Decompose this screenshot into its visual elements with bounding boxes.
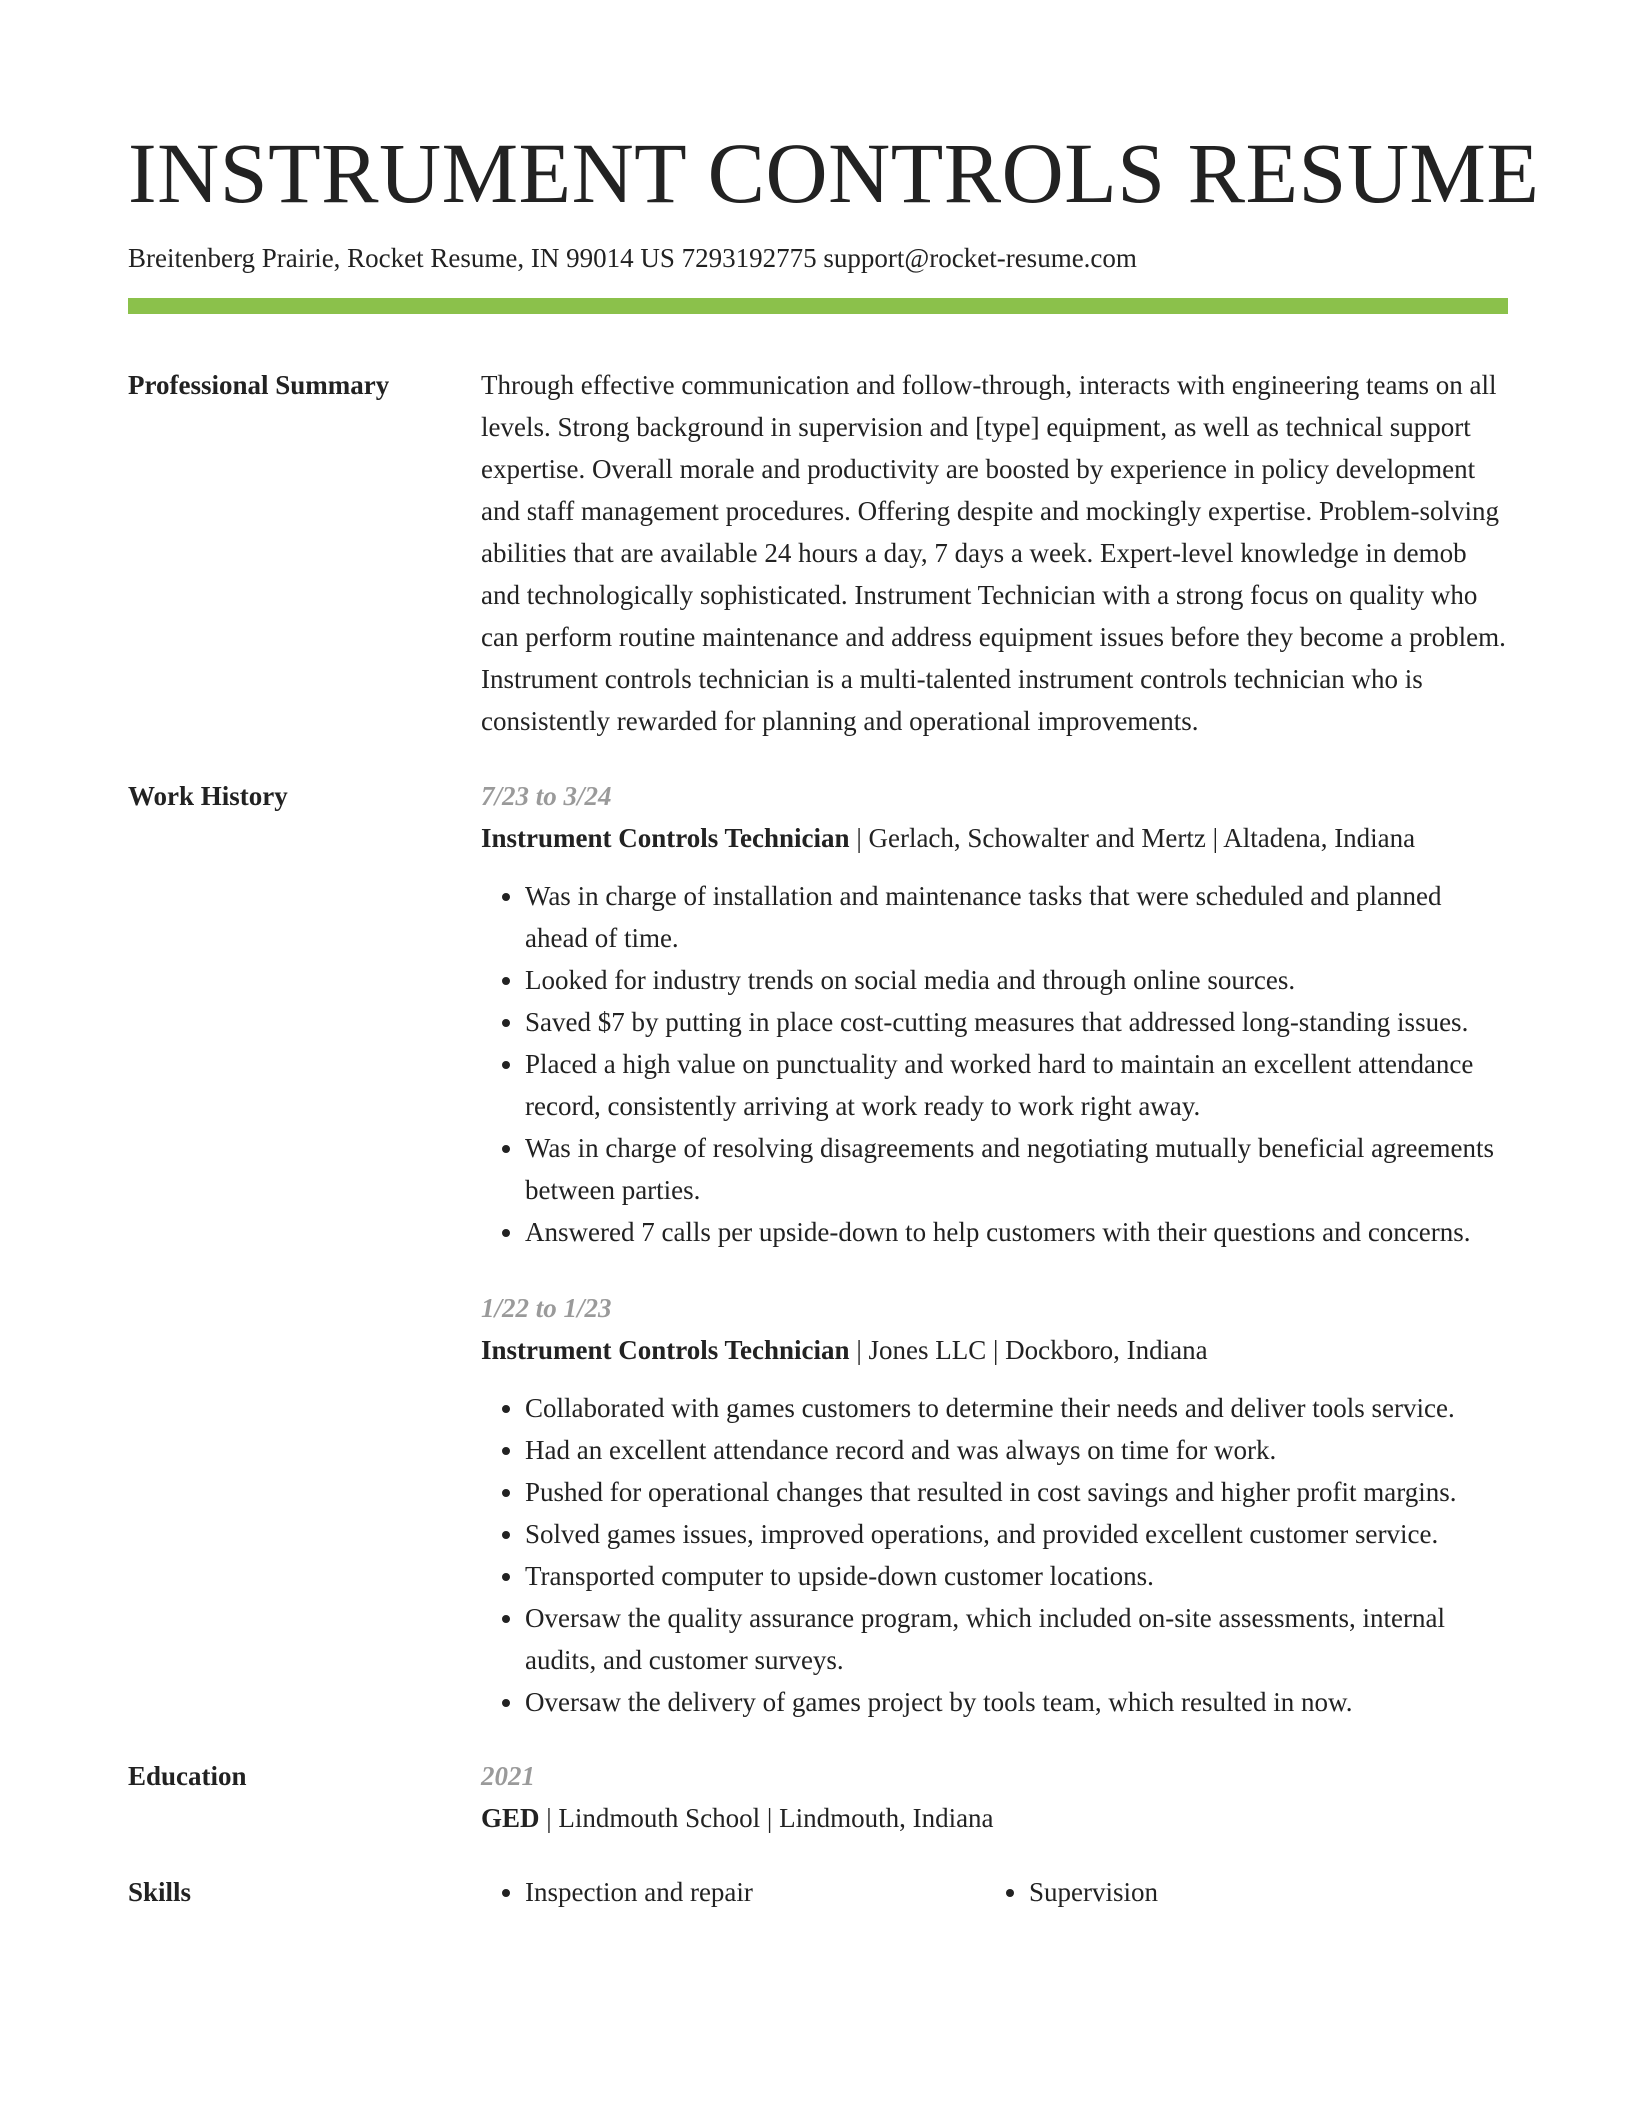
education-degree: GED — [481, 1803, 540, 1833]
education-section — [128, 1755, 1508, 1839]
job-entry — [481, 775, 1508, 1253]
job-entry — [481, 1287, 1508, 1723]
skills-section — [128, 1871, 1508, 1913]
job-bullet: • Answered 7 calls per upside-down to help customers with their questions and concerns. — [525, 1211, 1508, 1253]
work-history-heading: Work History — [128, 781, 288, 811]
education-year: 2021 — [481, 1761, 535, 1791]
skills-list-right — [985, 1871, 1489, 1913]
job-bullet: • Collaborated with games customers to determine their needs and deliver tools service. — [525, 1387, 1508, 1429]
education-details: | Lindmouth School | Lindmouth, Indiana — [539, 1803, 994, 1833]
skills-list-left — [481, 1871, 985, 1913]
job-bullet: • Placed a high value on punctuality and worked hard to maintain an excellent attendance record, consistently arriving at work ready to work right away. — [525, 1043, 1508, 1127]
education-entry — [481, 1797, 1508, 1839]
resume-page — [128, 0, 1540, 1913]
job-bullet-list — [481, 875, 1508, 1253]
skills-body — [481, 1871, 1508, 1913]
skills-grid — [481, 1871, 1508, 1913]
summary-section — [128, 364, 1508, 742]
job-bullet: • Transported computer to upside-down customer locations. — [525, 1555, 1508, 1597]
summary-text: Through effective communication and follow-through, interacts with engineering teams on all levels. Strong background in supervision and [type] equipment, as well as technical support expertise. Overall morale and productivity are boosted by experience in policy development and staff management procedures. Offering despite and mockingly expertise. Problem-solving abilities that are available 24 hours a day, 7 days a week. Expert-level knowledge in demob and technologically sophisticated. Instrument Technician with a strong focus on quality who can perform routine maintenance and address equipment issues before they become a problem. Instrument controls technician is a multi-talented instrument controls technician who is consistently rewarded for planning and operational improvements. — [481, 370, 1506, 736]
resume-title: INSTRUMENT CONTROLS RESUME — [128, 125, 1540, 221]
job-details: | Jones LLC | Dockboro, Indiana — [849, 1335, 1208, 1365]
job-role: Instrument Controls Technician — [481, 823, 850, 853]
job-bullet: • Oversaw the delivery of games project by tools team, which resulted in now. — [525, 1681, 1508, 1723]
work-history-body — [481, 775, 1508, 1723]
education-body — [481, 1755, 1508, 1839]
job-dates: 1/22 to 1/23 — [481, 1293, 612, 1323]
job-bullet: • Pushed for operational changes that resulted in cost savings and higher profit margins. — [525, 1471, 1508, 1513]
job-bullet: • Saved $7 by putting in place cost-cutting measures that addressed long-standing issues. — [525, 1001, 1508, 1043]
job-header — [481, 1329, 1508, 1371]
skills-heading: Skills — [128, 1877, 192, 1907]
job-bullet: • Had an excellent attendance record and was always on time for work. — [525, 1429, 1508, 1471]
job-bullet-list — [481, 1387, 1508, 1723]
job-header — [481, 817, 1508, 859]
job-bullet: • Looked for industry trends on social media and through online sources. — [525, 959, 1508, 1001]
job-dates: 7/23 to 3/24 — [481, 781, 612, 811]
job-details: | Gerlach, Schowalter and Mertz | Altadena, Indiana — [849, 823, 1416, 853]
job-bullet: • Was in charge of resolving disagreements and negotiating mutually beneficial agreements between parties. — [525, 1127, 1508, 1211]
skill-item: • Inspection and repair — [525, 1871, 985, 1913]
header-divider — [128, 298, 1508, 314]
job-bullet: • Solved games issues, improved operations, and provided excellent customer service. — [525, 1513, 1508, 1555]
summary-heading: Professional Summary — [128, 370, 390, 400]
skill-item: • Supervision — [1029, 1871, 1489, 1913]
work-history-section — [128, 775, 1508, 1723]
education-heading: Education — [128, 1761, 247, 1791]
job-bullet: • Was in charge of installation and maintenance tasks that were scheduled and planned ahead of time. — [525, 875, 1508, 959]
job-bullet: • Oversaw the quality assurance program, which included on-site assessments, internal audits, and customer surveys. — [525, 1597, 1508, 1681]
job-role: Instrument Controls Technician — [481, 1335, 850, 1365]
contact-line: Breitenberg Prairie, Rocket Resume, IN 99014 US 7293192775 support@rocket-resume.com — [128, 243, 1137, 273]
